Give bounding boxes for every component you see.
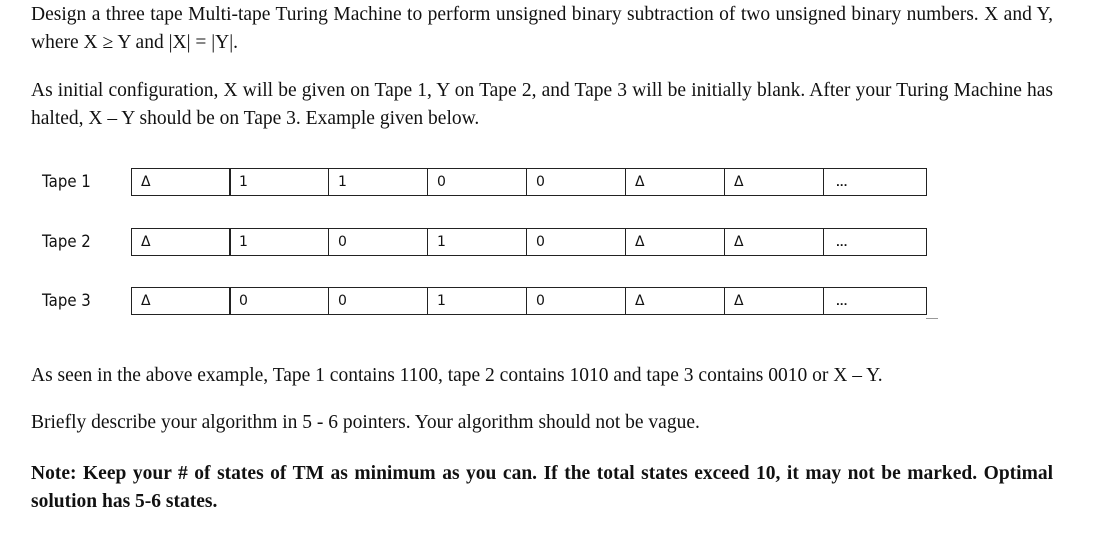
tape-2-cell-2: 1: [229, 228, 329, 256]
tape-1-cell-4: 0: [427, 168, 527, 196]
tape-3-label: Tape 3: [42, 291, 91, 311]
tape-2-row: [42, 228, 942, 258]
tape-2-cell-5: 0: [526, 228, 626, 256]
problem-statement: Design a three tape Multi-tape Turing Machine to perform unsigned binary subtraction of two unsigned binary numbers. X and Y, where X ≥ Y and |X| = |Y|.: [31, 4, 1053, 53]
tape-1-cell-3: 1: [328, 168, 428, 196]
tape-3-cell-1: Δ: [131, 287, 231, 315]
initial-configuration-text: As initial configuration, X will be given on Tape 1, Y on Tape 2, and Tape 3 will be initially blank. After your Turing Machine has halted, X – Y should be on Tape 3. Example given below.: [31, 80, 1053, 129]
tape-3-cell-2: 0: [229, 287, 329, 315]
tape-3-cell-3: 0: [328, 287, 428, 315]
tape-2-label: Tape 2: [42, 232, 91, 252]
tape-1-cell-ellipsis: ...: [823, 168, 927, 196]
tape-1-cell-6: Δ: [625, 168, 725, 196]
note-text: Note: Keep your # of states of TM as minimum as you can. If the total states exceed 10, it may not be marked. Optimal solution has 5-6 states.: [31, 463, 1053, 512]
tape-2-cell-1: Δ: [131, 228, 231, 256]
tape-3-row: [42, 287, 942, 317]
tape-2-cell-ellipsis: ...: [823, 228, 927, 256]
tape-1-cell-5: 0: [526, 168, 626, 196]
algorithm-instruction: Briefly describe your algorithm in 5 - 6 pointers. Your algorithm should not be vague.: [31, 412, 700, 433]
tape-1-cell-2: 1: [229, 168, 329, 196]
tape-3-cell-7: Δ: [724, 287, 824, 315]
tape-2-cell-3: 0: [328, 228, 428, 256]
tape-2-cell-6: Δ: [625, 228, 725, 256]
tape-1-label: Tape 1: [42, 172, 91, 192]
example-explanation: As seen in the above example, Tape 1 contains 1100, tape 2 contains 1010 and tape 3 contains 0010 or X – Y.: [31, 365, 883, 386]
tape-3-cell-5: 0: [526, 287, 626, 315]
tape-1-cell-1: Δ: [131, 168, 231, 196]
tape-2-cell-4: 1: [427, 228, 527, 256]
tape-3-divider-tail: [926, 318, 938, 319]
tape-2-cell-7: Δ: [724, 228, 824, 256]
tape-3-cell-ellipsis: ...: [823, 287, 927, 315]
tape-3-cell-6: Δ: [625, 287, 725, 315]
tape-1-cell-7: Δ: [724, 168, 824, 196]
tape-1-row: [42, 168, 942, 198]
tape-3-cell-4: 1: [427, 287, 527, 315]
